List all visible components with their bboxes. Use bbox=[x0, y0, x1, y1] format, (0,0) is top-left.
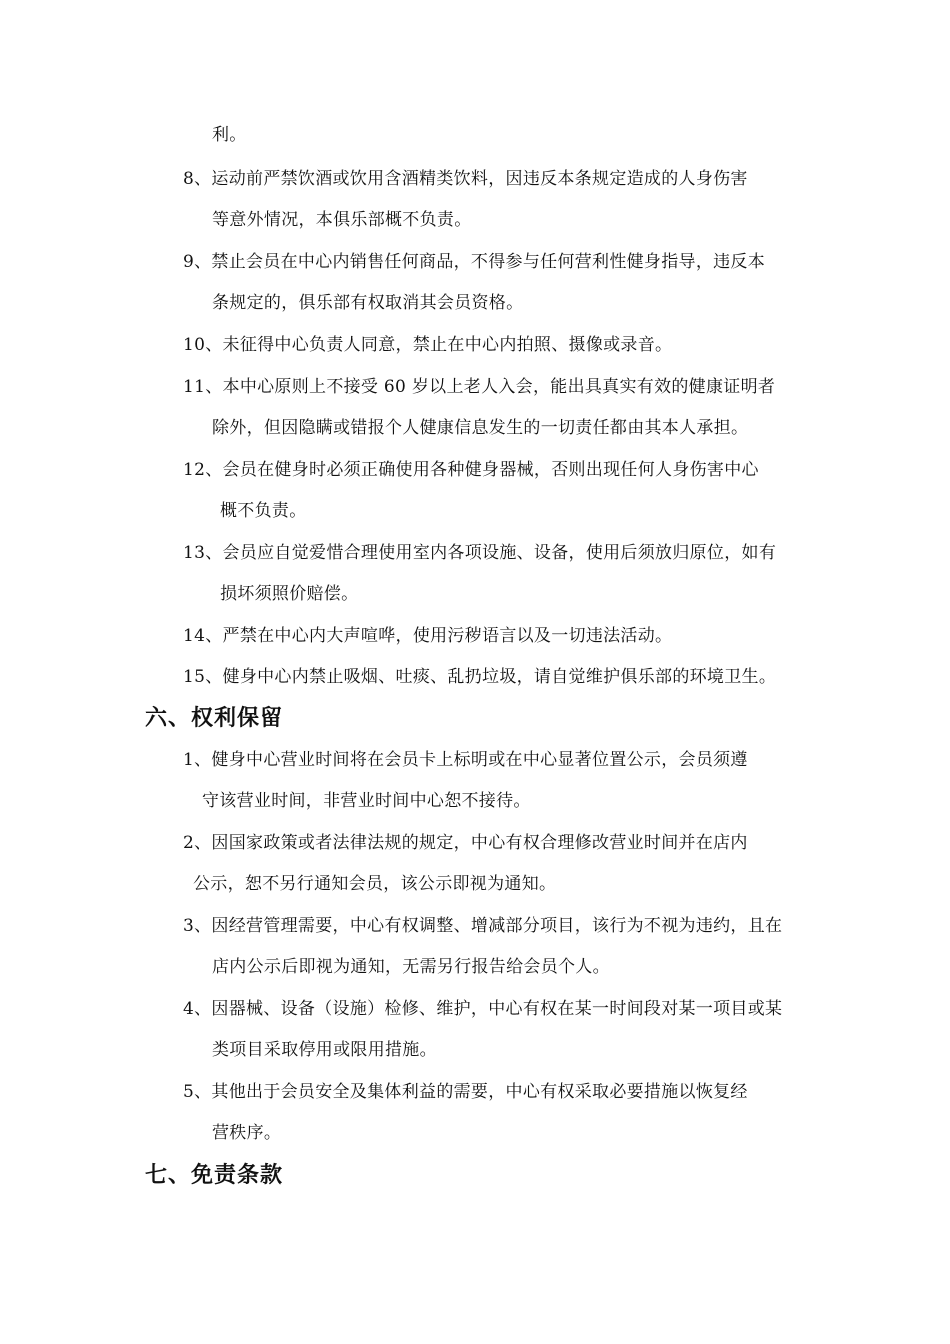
clause-10: 10、未征得中心负责人同意，禁止在中心内拍照、摄像或录音。 bbox=[183, 335, 673, 355]
clause-9-line-1: 9、禁止会员在中心内销售任何商品，不得参与任何营利性健身指导，违反本 bbox=[183, 252, 766, 272]
clause-8-line-1: 8、运动前严禁饮酒或饮用含酒精类饮料，因违反本条规定造成的人身伤害 bbox=[183, 169, 748, 189]
right-1-line-1: 1、健身中心营业时间将在会员卡上标明或在中心显著位置公示，会员须遵 bbox=[183, 750, 748, 770]
right-2-line-1: 2、因国家政策或者法律法规的规定，中心有权合理修改营业时间并在店内 bbox=[183, 833, 748, 853]
right-4-line-1: 4、因器械、设备（设施）检修、维护，中心有权在某一时间段对某一项目或某 bbox=[183, 999, 783, 1019]
clause-11-line-1: 11、本中心原则上不接受 60 岁以上老人入会，能出具真实有效的健康证明者 bbox=[183, 377, 776, 397]
right-1-line-2: 守该营业时间，非营业时间中心恕不接待。 bbox=[202, 791, 531, 811]
clause-12-line-2: 概不负责。 bbox=[220, 501, 307, 521]
section-7-heading: 七、免责条款 bbox=[145, 1163, 284, 1188]
section-6-heading: 六、权利保留 bbox=[145, 706, 284, 731]
right-5-line-2: 营秩序。 bbox=[212, 1123, 282, 1143]
clause-13-line-1: 13、会员应自觉爱惜合理使用室内各项设施、设备，使用后须放归原位，如有 bbox=[183, 543, 777, 563]
clause-7-continuation: 利。 bbox=[212, 125, 247, 145]
right-5-line-1: 5、其他出于会员安全及集体利益的需要，中心有权采取必要措施以恢复经 bbox=[183, 1082, 748, 1102]
clause-8-line-2: 等意外情况，本俱乐部概不负责。 bbox=[212, 210, 472, 230]
right-4-line-2: 类项目采取停用或限用措施。 bbox=[212, 1040, 437, 1060]
clause-9-line-2: 条规定的，俱乐部有权取消其会员资格。 bbox=[212, 293, 524, 313]
clause-11-line-2: 除外，但因隐瞒或错报个人健康信息发生的一切责任都由其本人承担。 bbox=[212, 418, 749, 438]
clause-13-line-2: 损坏须照价赔偿。 bbox=[220, 584, 359, 604]
clause-14: 14、严禁在中心内大声喧哗，使用污秽语言以及一切违法活动。 bbox=[183, 626, 673, 646]
right-2-line-2: 公示，恕不另行通知会员，该公示即视为通知。 bbox=[193, 874, 557, 894]
clause-12-line-1: 12、会员在健身时必须正确使用各种健身器械，否则出现任何人身伤害中心 bbox=[183, 460, 759, 480]
clause-15: 15、健身中心内禁止吸烟、吐痰、乱扔垃圾，请自觉维护俱乐部的环境卫生。 bbox=[183, 667, 777, 687]
right-3-line-1: 3、因经营管理需要，中心有权调整、增减部分项目，该行为不视为违约，且在 bbox=[183, 916, 783, 936]
right-3-line-2: 店内公示后即视为通知，无需另行报告给会员个人。 bbox=[212, 957, 610, 977]
